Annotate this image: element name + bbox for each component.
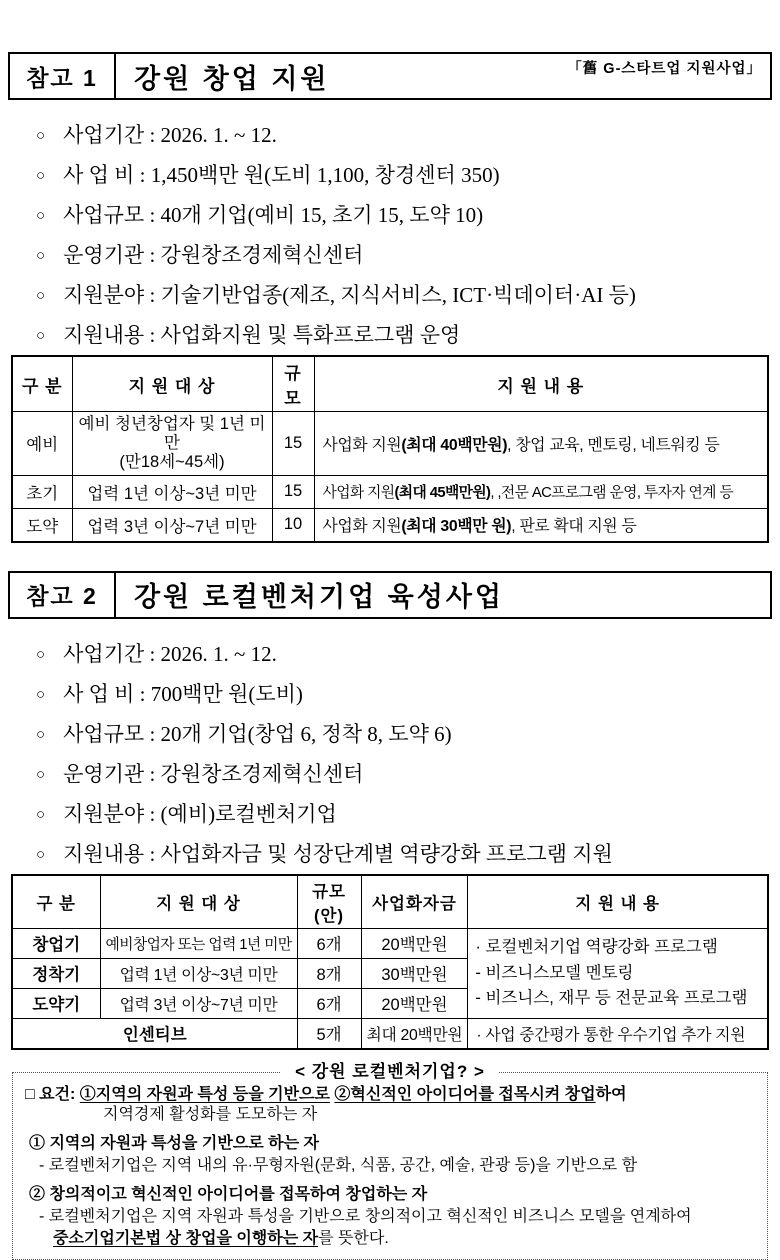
bullet-item (36, 155, 780, 195)
col-header-category: 구 분 (12, 356, 72, 412)
cell-support: · 사업 중간평가 통한 우수기업 추가 지원 (468, 1018, 768, 1049)
col-header-fund: 사업화자금 (361, 875, 468, 929)
cell-fund: 최대 20백만원 (361, 1018, 468, 1049)
table-header-row (12, 875, 768, 929)
cell-scale: 6개 (297, 928, 361, 958)
table-row (12, 475, 768, 508)
bullet-text: 사업기간 : 2026. 1. ~ 12. (63, 123, 277, 147)
section1-tag: 참고 1 (10, 54, 116, 98)
circle-bullet-icon: ○ (36, 686, 46, 703)
table-row (12, 412, 768, 476)
cell-support: 사업화 지원(최대 45백만원), ,전문 AC프로그램 운영, 투자자 연계 등 (314, 475, 768, 508)
cell-category: 도약 (12, 508, 72, 542)
infobox-item2-desc2: 중소기업기본법 상 창업을 이행하는 자를 뜻한다. (53, 1229, 389, 1247)
cell-category: 정착기 (12, 958, 100, 988)
cell-support-merged: · 로컬벤처기업 역량강화 프로그램 - 비즈니스모델 멘토링 - 비즈니스, 재무 등 전문교육 프로그램 (468, 928, 768, 1018)
cell-scale: 8개 (297, 958, 361, 988)
section1-note: 「舊 G-스타트업 지원사업」 (567, 61, 762, 77)
bullet-text: 지원내용 : 사업화지원 및 특화프로그램 운영 (63, 323, 461, 347)
circle-bullet-icon: ○ (36, 846, 46, 863)
col-header-support: 지 원 내 용 (314, 356, 768, 412)
col-header-scale: 규모(안) (297, 875, 361, 929)
cell-target: 예비 청년창업자 및 1년 미만 (만18세~45세) (72, 412, 272, 476)
cell-incentive-label: 인센티브 (12, 1018, 297, 1049)
bullet-text: 사 업 비 : 700백만 원(도비) (63, 681, 303, 706)
requirement-line: □ 요건: ①지역의 자원과 특성 등을 기반으로 ②혁신적인 아이디어를 접목시켜 창업하여 (25, 1085, 627, 1103)
section1-title: 강원 창업 지원 (134, 63, 330, 94)
cell-scale: 10 (272, 508, 314, 542)
bullet-item (36, 115, 780, 155)
bullet-item (36, 315, 780, 355)
circle-bullet-icon: ○ (36, 208, 46, 224)
infobox-item2-title: ② 창의적이고 혁신적인 아이디어를 접목하여 창업하는 자 (29, 1185, 428, 1203)
section2-title: 강원 로컬벤처기업 육성사업 (134, 582, 504, 613)
bullet-item (36, 834, 780, 874)
circle-bullet-icon: ○ (36, 128, 46, 144)
bullet-item (36, 754, 780, 794)
bullet-text: 운영기관 : 강원창조경제혁신센터 (63, 761, 364, 786)
circle-bullet-icon: ○ (36, 806, 46, 823)
section1-bullet-list (36, 115, 780, 355)
cell-scale: 6개 (297, 988, 361, 1018)
col-header-target: 지 원 대 상 (100, 875, 297, 929)
cell-category: 창업기 (12, 928, 100, 958)
col-header-category: 구 분 (12, 875, 100, 929)
col-header-scale: 규모 (272, 356, 314, 412)
table-row-incentive (12, 1018, 768, 1049)
cell-fund: 20백만원 (361, 928, 468, 958)
bullet-text: 지원분야 : 기술기반업종(제조, 지식서비스, ICT·빅데이터·AI 등) (63, 283, 636, 307)
cell-category: 도약기 (12, 988, 100, 1018)
cell-fund: 30백만원 (361, 958, 468, 988)
table-row (12, 508, 768, 542)
bullet-item (36, 794, 780, 834)
bullet-text: 사업기간 : 2026. 1. ~ 12. (63, 641, 277, 666)
cell-target: 업력 1년 이상~3년 미만 (72, 475, 272, 508)
table-header-row (12, 356, 768, 412)
bullet-text: 지원분야 : (예비)로컬벤처기업 (63, 801, 337, 826)
infobox-title: < 강원 로컬벤처기업? > (13, 1062, 767, 1083)
support-table-startup (11, 355, 769, 543)
circle-bullet-icon: ○ (36, 726, 46, 743)
col-header-support: 지 원 내 용 (468, 875, 768, 929)
circle-bullet-icon: ○ (36, 168, 46, 184)
bullet-item (36, 714, 780, 754)
section2-bullet-list (36, 634, 780, 874)
requirement-line2: 지역경제 활성화를 도모하는 자 (103, 1105, 318, 1123)
bullet-item (36, 235, 780, 275)
bullet-text: 사업규모 : 40개 기업(예비 15, 초기 15, 도약 10) (63, 203, 484, 227)
cell-scale: 5개 (297, 1018, 361, 1049)
bullet-text: 사 업 비 : 1,450백만 원(도비 1,100, 창경센터 350) (63, 163, 500, 187)
circle-bullet-icon: ○ (36, 288, 46, 304)
section1-header (8, 52, 772, 100)
cell-support: 사업화 지원(최대 30백만 원), 판로 확대 지원 등 (314, 508, 768, 542)
circle-bullet-icon: ○ (36, 646, 46, 663)
cell-target: 업력 3년 이상~7년 미만 (72, 508, 272, 542)
bullet-item (36, 674, 780, 714)
infobox-item1-title: ① 지역의 자원과 특성을 기반으로 하는 자 (29, 1134, 319, 1152)
col-header-target: 지 원 대 상 (72, 356, 272, 412)
cell-category: 초기 (12, 475, 72, 508)
circle-bullet-icon: ○ (36, 328, 46, 344)
bullet-text: 지원내용 : 사업화자금 및 성장단계별 역량강화 프로그램 지원 (63, 841, 613, 866)
bullet-item (36, 275, 780, 315)
localventure-infobox (12, 1061, 768, 1260)
support-table-localventure (11, 874, 769, 1050)
infobox-item1-desc: - 로컬벤처기업은 지역 내의 유·무형자원(문화, 식품, 공간, 예술, 관광 등)을 기반으로 함 (39, 1156, 638, 1174)
section2-header (8, 571, 772, 619)
cell-target: 업력 1년 이상~3년 미만 (100, 958, 297, 988)
cell-category: 예비 (12, 412, 72, 476)
circle-bullet-icon: ○ (36, 248, 46, 264)
cell-target: 업력 3년 이상~7년 미만 (100, 988, 297, 1018)
bullet-item (36, 634, 780, 674)
cell-scale: 15 (272, 475, 314, 508)
section2-tag: 참고 2 (10, 573, 116, 617)
cell-support: 사업화 지원(최대 40백만원), 창업 교육, 멘토링, 네트워킹 등 (314, 412, 768, 476)
bullet-item (36, 195, 780, 235)
infobox-item2-desc1: - 로컬벤처기업은 지역 자원과 특성을 기반으로 창의적이고 혁신적인 비즈니스 모델을 연계하여 (39, 1207, 692, 1225)
cell-target: 예비창업자 또는 업력 1년 미만 (100, 928, 297, 958)
circle-bullet-icon: ○ (36, 766, 46, 783)
table-row (12, 928, 768, 958)
bullet-text: 운영기관 : 강원창조경제혁신센터 (63, 243, 364, 267)
cell-fund: 20백만원 (361, 988, 468, 1018)
cell-scale: 15 (272, 412, 314, 476)
bullet-text: 사업규모 : 20개 기업(창업 6, 정착 8, 도약 6) (63, 721, 452, 746)
document-page (0, 52, 780, 1247)
